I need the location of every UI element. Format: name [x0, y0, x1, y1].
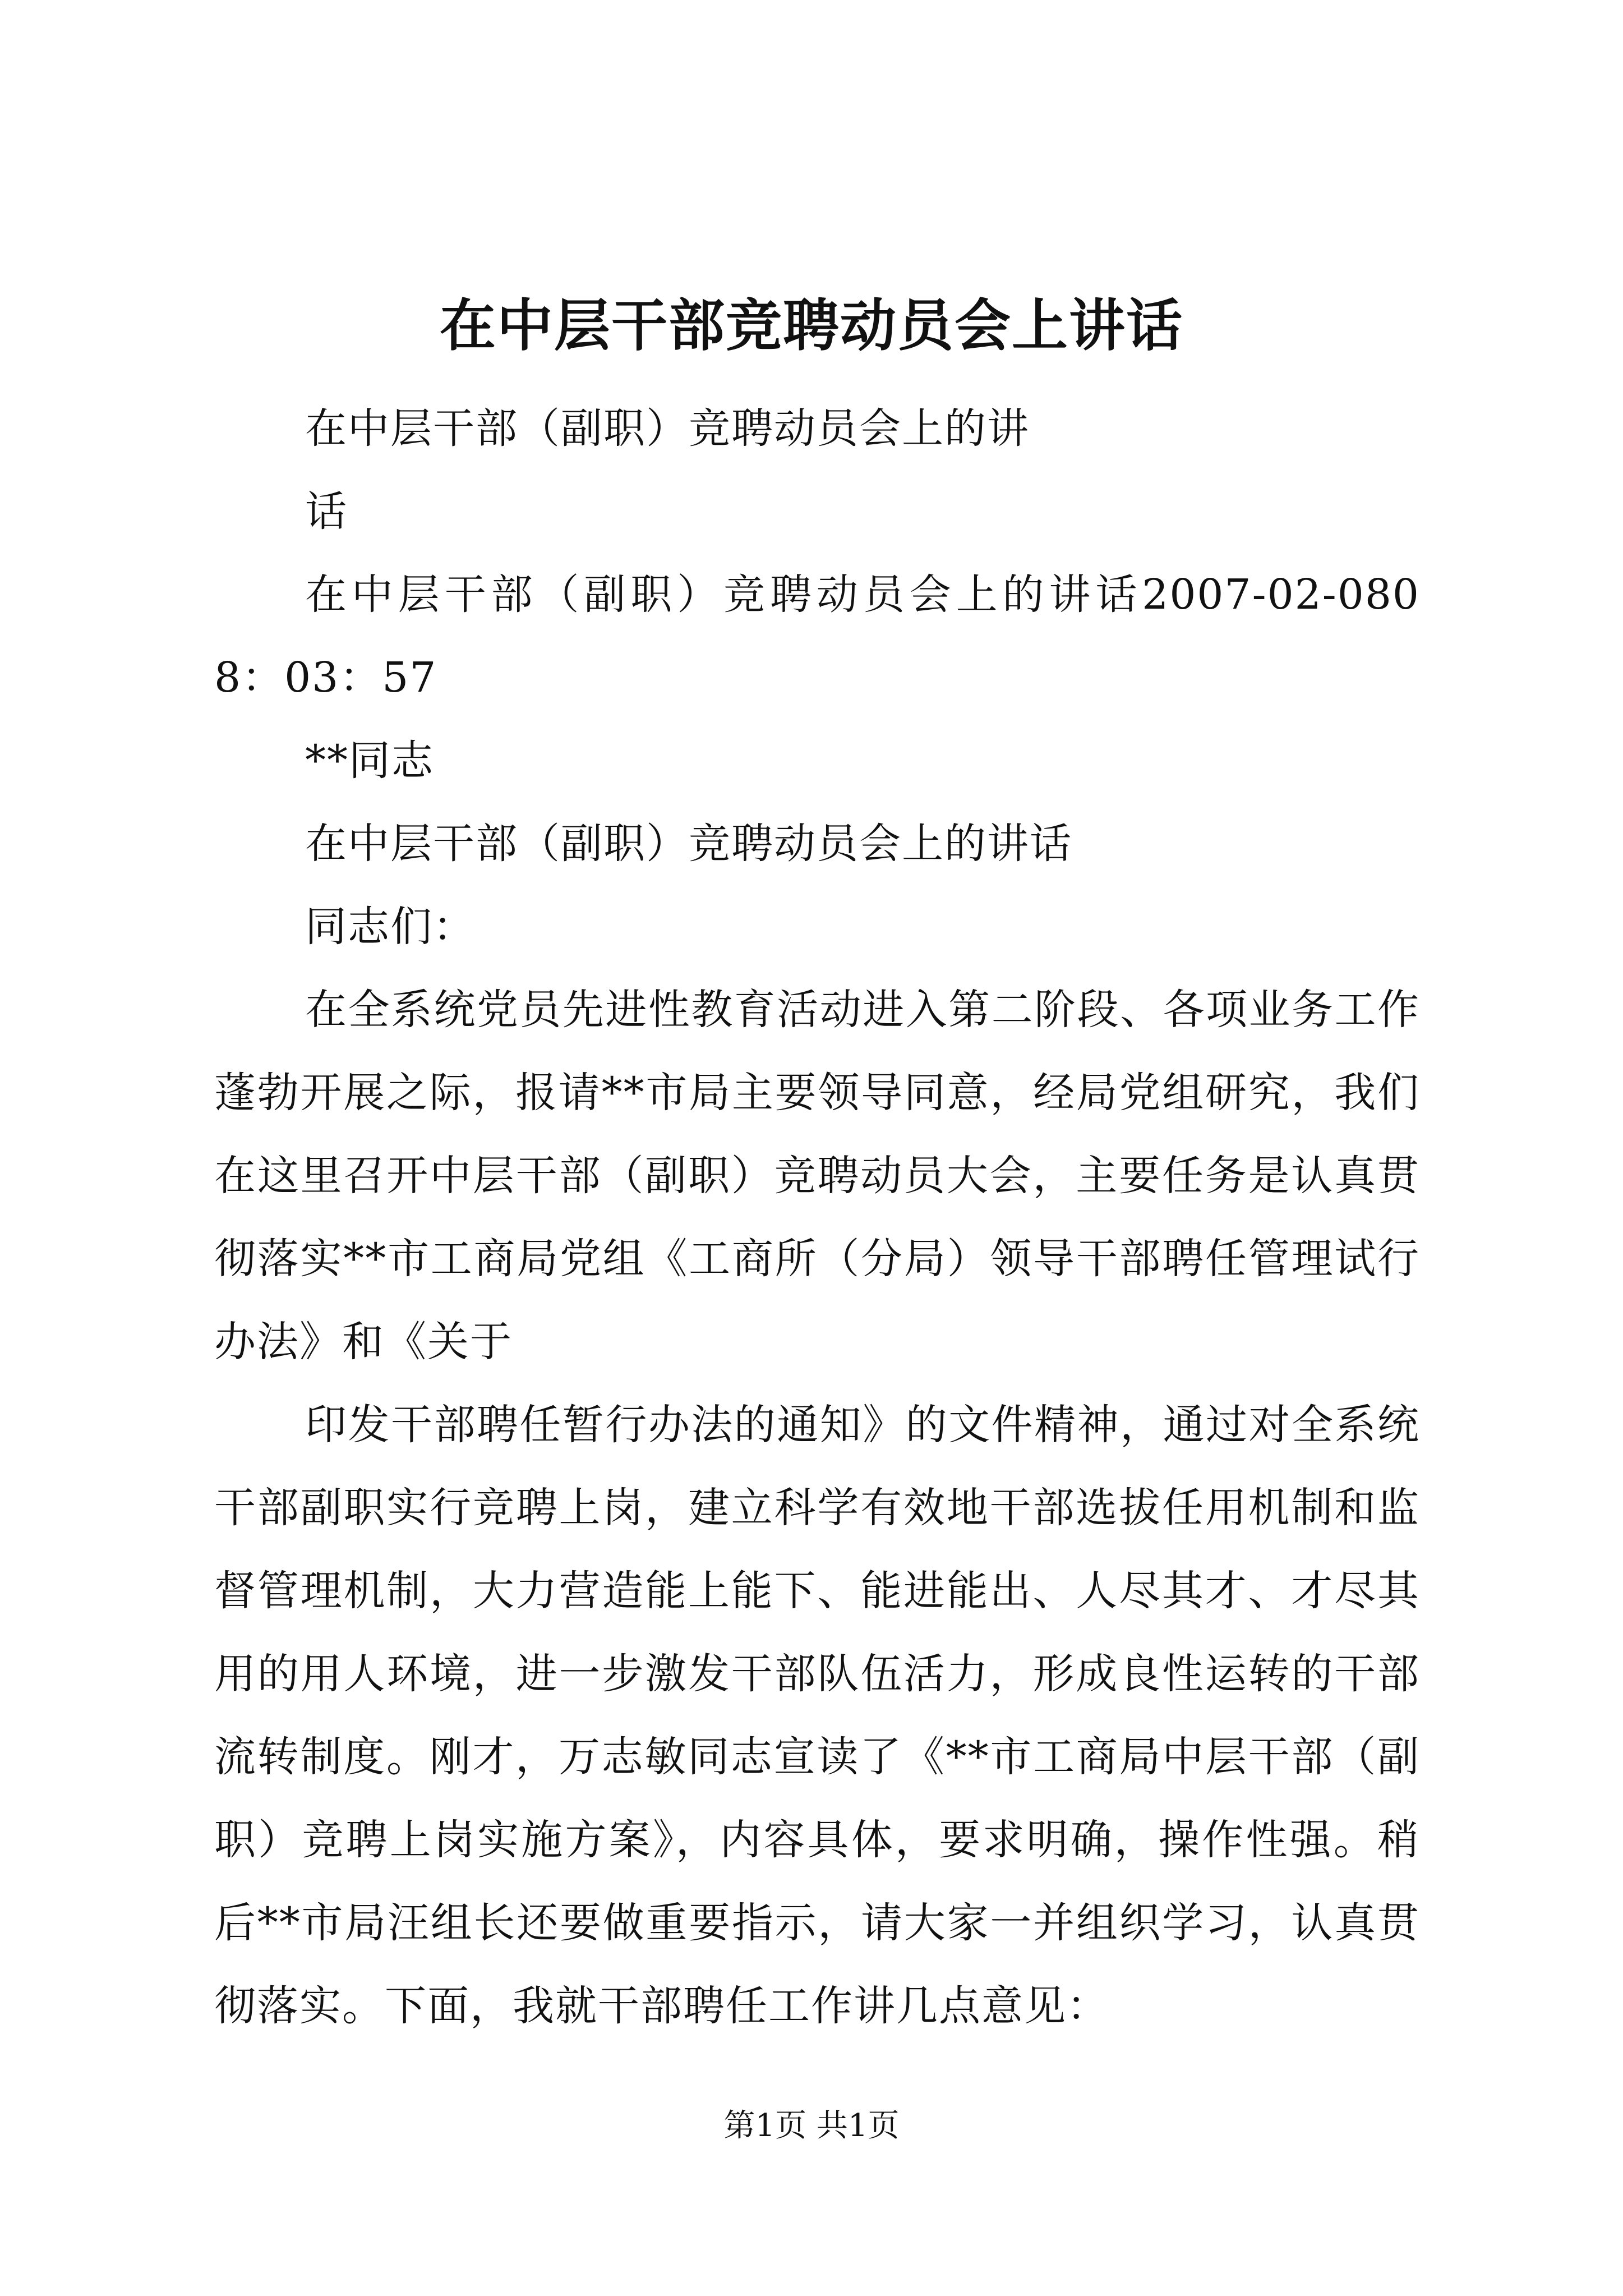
page-footer: 第1页 共1页 — [723, 2108, 900, 2144]
paragraph: 在全系统党员先进性教育活动进入第二阶段、各项业务工作蓬勃开展之际，报请**市局主要领导同意，经局党组研究，我们在这里召开中层干部（副职）竞聘动员大会，主要任务是认真贯彻落实**市工商局党组《工商所（分局）领导干部聘任管理试行办法》和《关于 — [214, 986, 1420, 1366]
paragraph: 在中层干部（副职）竞聘动员会上的讲话 — [305, 820, 1072, 868]
paragraph: 同志们： — [305, 903, 476, 951]
paragraph: 印发干部聘任暂行办法的通知》的文件精神，通过对全系统干部副职实行竞聘上岗，建立科学有效地干部选拔任用机制和监督管理机制，大力营造能上能下、能进能出、人尽其才、才尽其用的用人环境，进一步激发干部队伍活力，形成良性运转的干部流转制度。刚才，万志敏同志宣读了《**市工商局中层干部（副职）竞聘上岗实施方案》，内容具体，要求明确，操作性强。稍后**市局汪组长还要做重要指示，请大家一并组织学习，认真贯彻落实。下面，我就干部聘任工作讲几点意见： — [214, 1401, 1420, 2030]
paragraph: 话 — [305, 487, 348, 536]
paragraph: 在中层干部（副职）竞聘动员会上的讲话2007-02-0808：03：57 — [214, 570, 1420, 702]
paragraph: 在中层干部（副职）竞聘动员会上的讲 — [305, 404, 1030, 453]
document-body — [214, 387, 1420, 2047]
paragraph: **同志 — [305, 737, 434, 785]
document-title: 在中层干部竞聘动员会上讲话 — [440, 292, 1183, 358]
